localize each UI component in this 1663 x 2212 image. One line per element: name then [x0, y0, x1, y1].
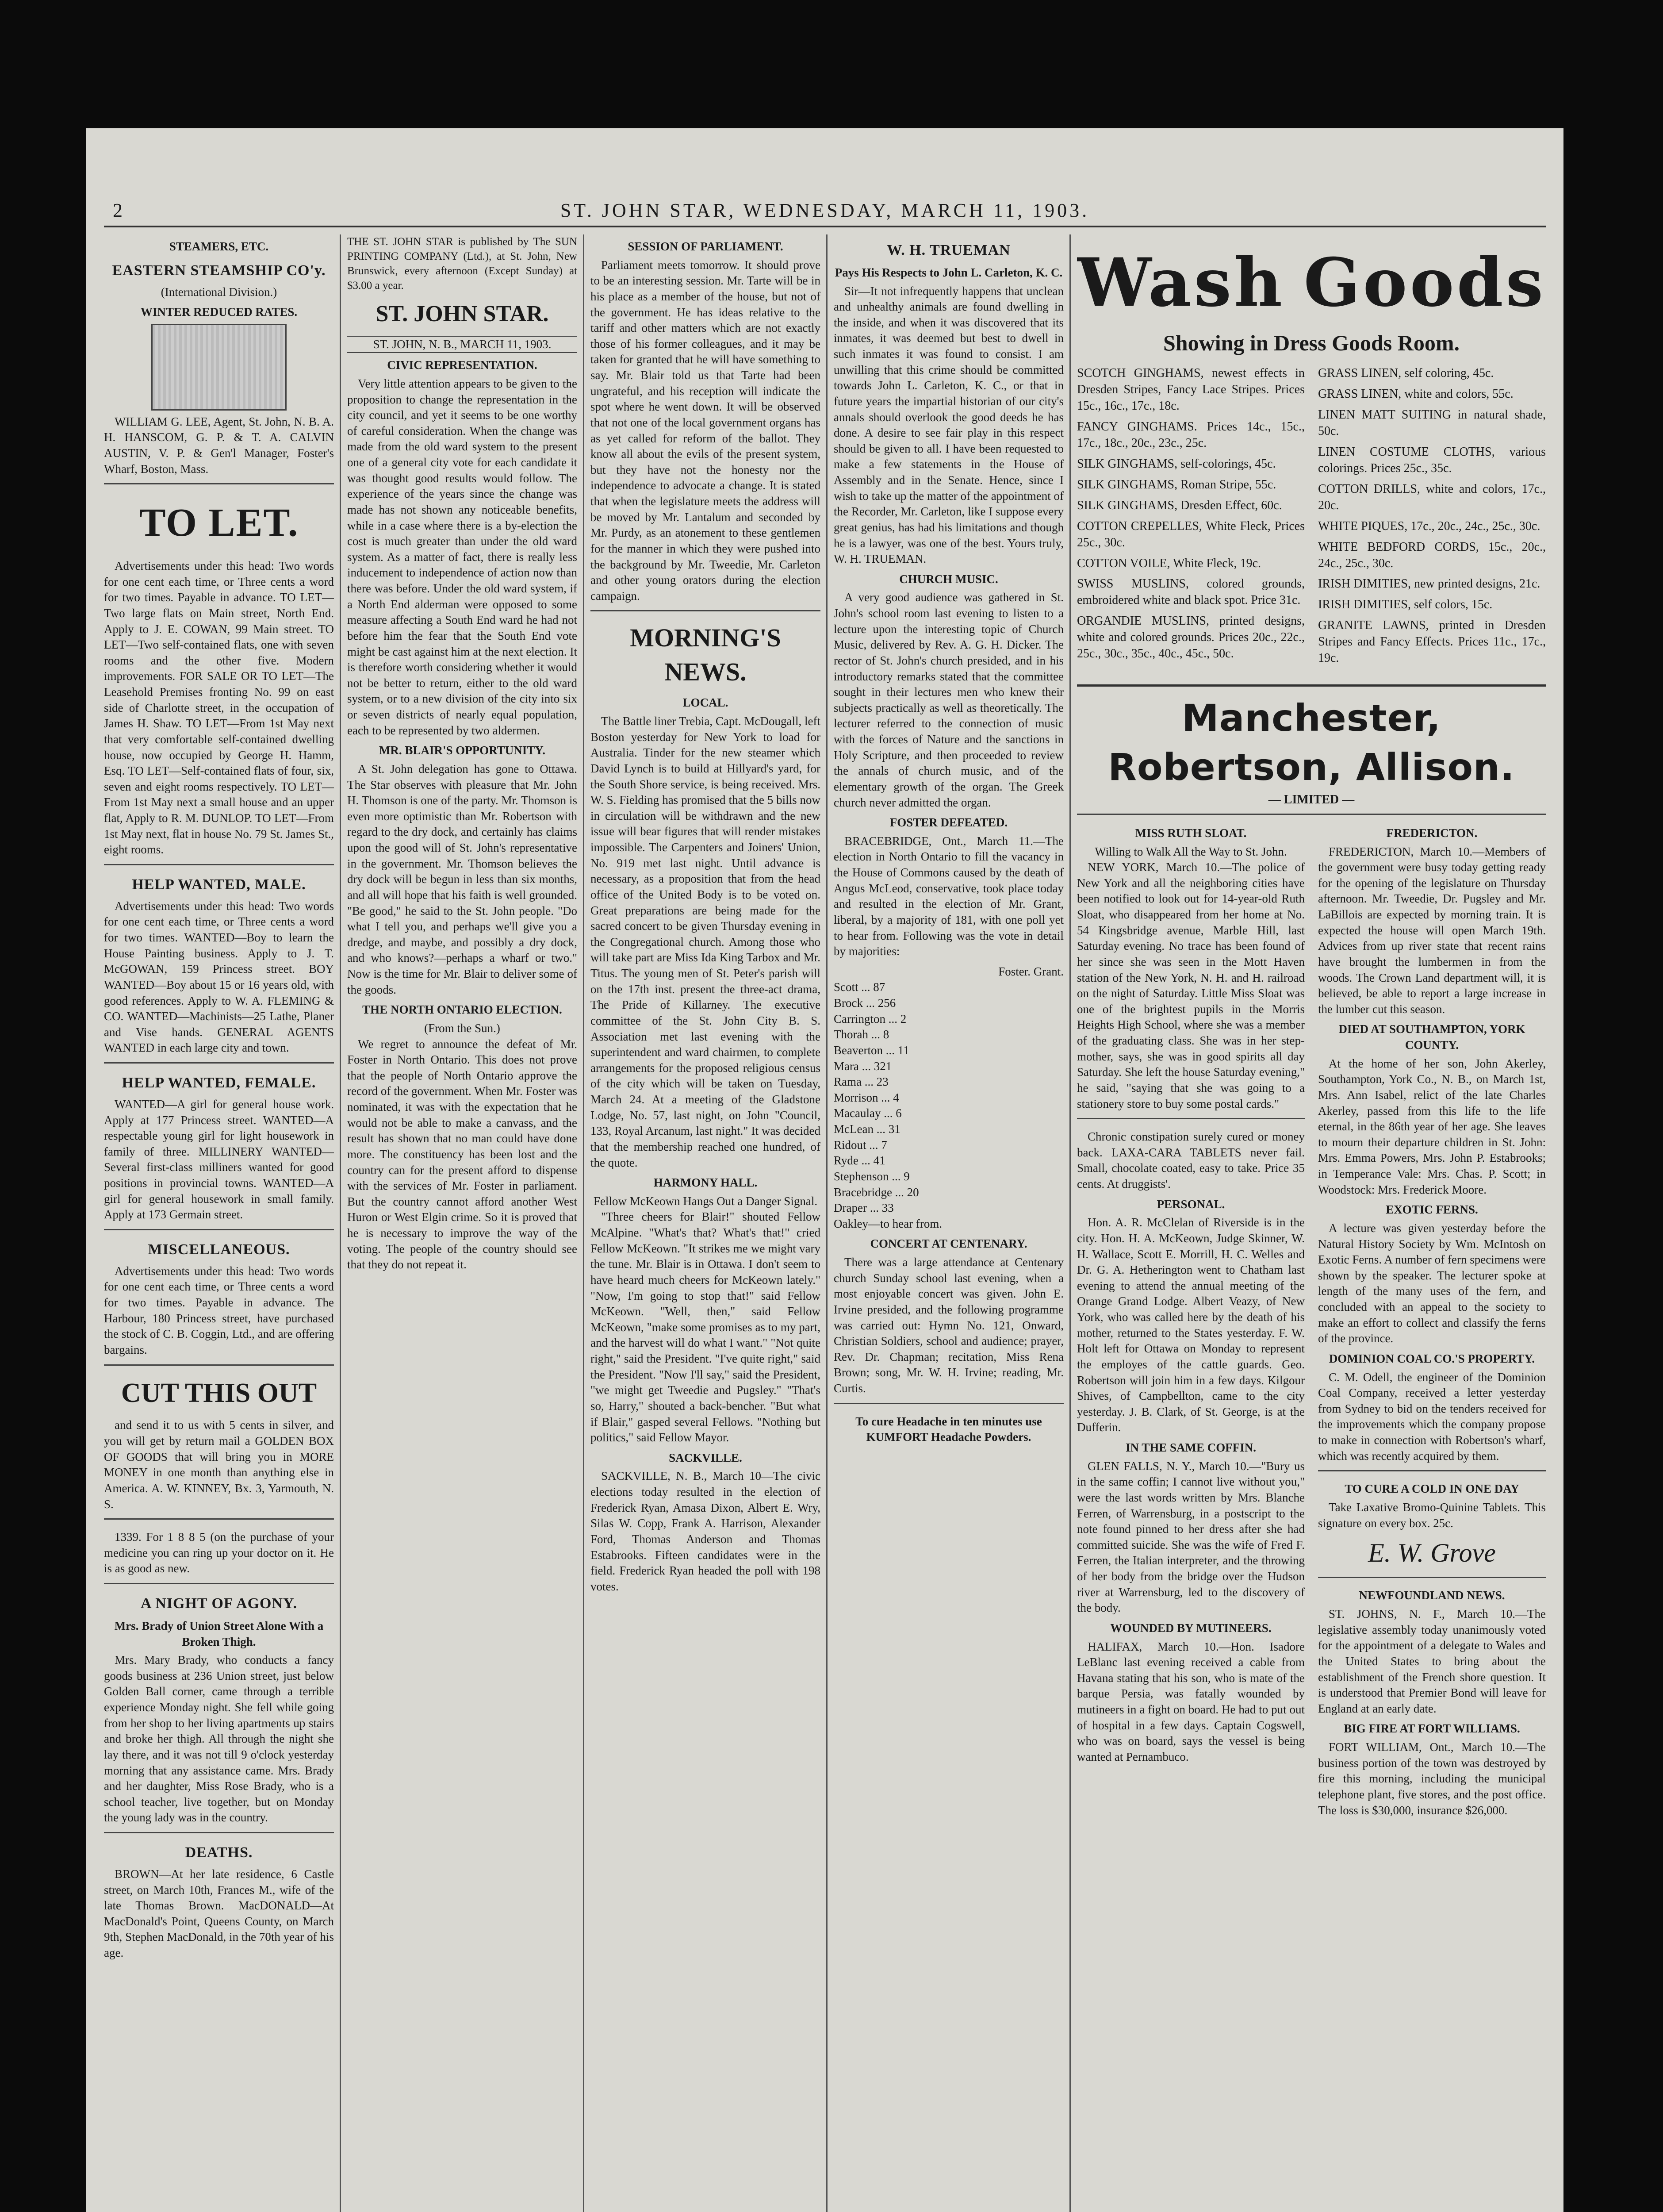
- coal-text: C. M. Odell, the engineer of the Dominion Coal Company, received a letter yesterday from Sydney to bid on the tenders received for the improvements which the company propose to make in connection with Robertson's wharf, which was recently acquired by them.: [1318, 1370, 1546, 1463]
- goods-item: SCOTCH GINGHAMS, newest effects in Dresden Stripes, Fancy Lace Stripes. Prices 15c., 16c., 17c., 18c.: [1077, 366, 1305, 413]
- goods-item: LINEN MATT SUITING in natural shade, 50c.: [1318, 407, 1546, 438]
- goods-item: COTTON VOILE, White Fleck, 19c.: [1077, 556, 1261, 570]
- vote-row: Macaulay ... 6: [834, 1106, 902, 1120]
- goods-item: SWISS MUSLINS, colored grounds, embroidered white and black spot. Price 31c.: [1077, 577, 1305, 607]
- deaths-text: BROWN—At her late residence, 6 Castle street, on March 10th, Frances M., wife of the late Thomas Brown. MacDONALD—At MacDonald's Point, Queens County, on March 9th, Stephen MacDonald, in the 70th year of his age.: [104, 1867, 334, 1959]
- goods-item: COTTON CREPELLES, White Fleck, Prices 25c., 30c.: [1077, 519, 1305, 549]
- goods-item: GRANITE LAWNS, printed in Dresden Stripes and Fancy Effects. Prices 11c., 17c., 19c.: [1318, 618, 1546, 665]
- harmony-hall-heading: HARMONY HALL.: [653, 1176, 758, 1190]
- exotic-ferns-heading: EXOTIC FERNS.: [1386, 1203, 1478, 1217]
- newfoundland-text: ST. JOHNS, N. F., March 10.—The legislative assembly today unanimously voted for the appointment of a delegate to Wales and the United States to bring about the establishment of the French shore question. It is understood that Premier Bond will leave for England at an early date.: [1318, 1607, 1546, 1715]
- north-ontario-source: (From the Sun.): [424, 1021, 500, 1035]
- wash-word: Wash: [1077, 244, 1285, 322]
- vote-row: Scott ... 87: [834, 980, 885, 994]
- publication-note: THE ST. JOHN STAR is published by The SUN PRINTING COMPANY (Ltd.), at St. John, New Brunswick, every afternoon (Except Sunday) at $3.00 a year.: [347, 236, 577, 292]
- vote-row: Mara ... 321: [834, 1059, 892, 1073]
- session-text: Parliament meets tomorrow. It should prove to be an interesting session. Mr. Tarte will be in his place as a member of the house, but not of the government. He has ideas relative to the tariff and other matters which are not exactly those of his former colleagues, and it may be taken for granted that he will have something to say. Mr. Blair told us that Tarte had been ungrateful, and his reception will indicate the spot where he went down. It will be observed that not one of the local government organs has as yet called for reform of the ballot. They know all about the evils of the present system, but they have not the honesty nor the independence to advocate a change. It is stated that when the legislature meets the address will be moved by Mr. Lantalum and seconded by Mr. Purdy, as an atonement to these gentlemen for the manner in which they were pushed into the background by Mr. Tweedie, Mr. Carleton and other young orators during the election campaign.: [590, 258, 820, 603]
- lower-news-columns: [1077, 821, 1546, 1823]
- eastern-agents: WILLIAM G. LEE, Agent, St. John, N. B. A. H. HANSCOM, G. P. & T. A. CALVIN AUSTIN, V. P. & Gen'l Manager, Foster's Wharf, Boston, Mass.: [104, 415, 334, 476]
- fire-heading: BIG FIRE AT FORT WILLIAMS.: [1344, 1722, 1520, 1736]
- newfoundland-heading: NEWFOUNDLAND NEWS.: [1359, 1589, 1505, 1602]
- vote-row: Oakley—to hear from.: [834, 1217, 943, 1230]
- died-text: At the home of her son, John Akerley, Southampton, York Co., N. B., on March 1st, Mrs. Ann Isabel, relict of the late Charles Akerley, passed from this life to the life eternal, in the 86th year of her age. She leaves to mourn their departure children in St. John: Mrs. Emma Powers, Mrs. John P. Estabrooks; in Temperance Vale: Mrs. Chas. P. Scott; in Woodstock: Mrs. Frederick Moore.: [1318, 1056, 1546, 1196]
- personal-heading: PERSONAL.: [1157, 1197, 1225, 1211]
- newspaper-page: [86, 128, 1563, 2212]
- vote-row: Carrington ... 2: [834, 1012, 907, 1025]
- mutineers-heading: WOUNDED BY MUTINEERS.: [1110, 1621, 1272, 1635]
- sloat-subheading: Willing to Walk All the Way to St. John.: [1095, 845, 1287, 858]
- civic-text: Very little attention appears to be given to the proposition to change the representation in the city council, and yet it seems to be one worthy of careful consideration. When the change was made from the old ward system to the present one of a general city vote for each candidate it was thought good results would follow. The experience of the years since the change was made has not shown any noticeable benefits, while in a case where there is a by-election the cost is much greater than under the old ward system. As a matter of fact, there is really less inducement to independence of action now than there was before. Under the old ward system, if a North End alderman were opposed to some measure affecting a South End ward he had not before him the fear that the South End vote might be cast against him at the next election. It is therefore worth considering whether it would not be better to return, either to the old ward system, or to a new division of the city into six or seven districts of nearly equal population, each to be represented by two aldermen.: [347, 376, 577, 737]
- vote-row: Bracebridge ... 20: [834, 1185, 919, 1199]
- exotic-ferns-text: A lecture was given yesterday before the Natural History Society by Wm. McIntosh on Exotic Ferns. A number of fern specimens were shown by the speaker. The lecturer spoke at length of the many uses of the fern, and concluded with an appeal to the society to make an effort to collect and classify the ferns of the province.: [1318, 1221, 1546, 1345]
- same-coffin-text: GLEN FALLS, N. Y., March 10.—"Bury us in the same coffin; I cannot live without you," were the last words written by Mrs. Blanche Ferren, of Warrensburg, in a postscript to the note found pinned to her dress after she had committed suicide. She was the wife of Fred F. Ferren, the Italian interpreter, and the throwing of her body from the bridge over the Hudson river at Warrensburg, led to the discovery of the body.: [1077, 1459, 1305, 1615]
- sackville-text: SACKVILLE, N. B., March 10—The civic elections today resulted in the election of Frederick Ryan, Amasa Dixon, Albert E. Wry, Silas W. Copp, Frank A. Harrison, Alexander Ford, Thomas Anderson and Thomas Estabrooks. Fifteen candidates were in the field. Frederick Ryan headed the poll with 198 votes.: [590, 1469, 820, 1593]
- column-rule: [583, 234, 584, 2212]
- north-ontario-text: We regret to announce the defeat of Mr. Foster in North Ontario. This does not prove that the people of North Ontario approve the record of the government. When Mr. Foster was nominated, it was with the expectation that he would not be able to make a canvass, and the result has shown that no man could have done more. The constituency has been lost and the country can for the present afford to dispense with the services of Mr. Foster in parliament. But the country cannot afford another West Huron or West Elgin crime. So it is proved that he is necessary to improve the way of the voting. The people of the country should see that they do not repeat it.: [347, 1037, 577, 1271]
- sackville-heading: SACKVILLE.: [669, 1451, 742, 1464]
- goods-right-column: [1318, 365, 1546, 671]
- sloat-heading: MISS RUTH SLOAT.: [1135, 826, 1247, 840]
- goods-item: GRASS LINEN, self coloring, 45c.: [1318, 366, 1494, 380]
- civic-heading: CIVIC REPRESENTATION.: [387, 358, 537, 372]
- dateline: ST. JOHN, N. B., MARCH 11, 1903.: [347, 336, 577, 353]
- north-ontario-heading: THE NORTH ONTARIO ELECTION.: [362, 1003, 562, 1017]
- wash-goods-heading: [1077, 239, 1546, 326]
- goods-item: FANCY GINGHAMS. Prices 14c., 15c., 17c., 18c., 20c., 23c., 25c.: [1077, 419, 1305, 450]
- column-3: [590, 234, 820, 2212]
- vote-table: [834, 979, 1064, 1232]
- deaths-heading: DEATHS.: [185, 1844, 253, 1861]
- column-2: [347, 234, 577, 2212]
- help-male-text: Advertisements under this head: Two words for one cent each time, or Three cents a word for two times. WANTED—Boy to learn the House Painting business. Apply to J. T. McGOWAN, 159 Princess street. BOY WANTED—Boy about 15 or 16 years old, with good references. Apply to W. A. FLEMING & CO. WANTED—Machinists—25 Lathe, Planer and Vise hands. GENERAL AGENTS WANTED in each large city and town.: [104, 899, 334, 1055]
- winter-rates-heading: WINTER REDUCED RATES.: [140, 305, 298, 319]
- goods-item: COTTON DRILLS, white and colors, 17c., 20c.: [1318, 482, 1546, 512]
- foster-defeated-heading: FOSTER DEFEATED.: [889, 816, 1008, 830]
- personal-text: Hon. A. R. McClelan of Riverside is in the city. Hon. H. A. McKeown, Judge Skinner, W. H. Wallace, Scott E. Morrill, H. C. Welles and Dr. G. A. Hetherington went to Chatham last evening to attend the annual meeting of the Orange Grand Lodge. Albert Veazy, of New York, who was called here by the death of his mother, returned to the States yesterday. F. W. Holt left for Ottawa on Monday to represent the employes of the cattle guards. Geo. Robertson will join him in a few days. Kilgour Shives, of Campbellton, came to the city yesterday. J. B. Clark, of St. George, is at the Dufferin.: [1077, 1216, 1305, 1434]
- misc-heading: MISCELLANEOUS.: [148, 1241, 290, 1258]
- vote-row: Beaverton ... 11: [834, 1043, 909, 1057]
- showing-subheading: Showing in Dress Goods Room.: [1163, 330, 1460, 355]
- vote-row: Draper ... 33: [834, 1201, 894, 1215]
- vote-row: Brock ... 256: [834, 996, 896, 1010]
- harmony-hall-text: "Three cheers for Blair!" shouted Fellow McAlpine. "What's that? What's that!" cried Fellow McKeown. "It strikes me we might vary the tune. Mr. Blair is in Ottawa. I don't seem to have heard much cheers for McKeown lately." "Now, I'm going to stop that!" said Fellow McKeown. "Well, then," said Fellow McKeown, "make some promises as to my part, and the harvest will do what I want." "Not quite right," said the President. "I've quite right," said the President. "Now I'll say," said the President, "we might get Tweedie and Pugsley." "That's so, Harry," shouted a back-bencher. "But what if Blair," gasped several Fellows. "Nothing but politics," said Fellow Mayor.: [590, 1210, 820, 1444]
- concert-heading: CONCERT AT CENTENARY.: [870, 1237, 1027, 1251]
- laxa-cara-ad: Chronic constipation surely cured or money back. LAXA-CARA TABLETS never fail. Small, chocolate coated, easy to take. Price 35 cents. At druggists'.: [1077, 1130, 1305, 1191]
- eastern-subheading: (International Division.): [161, 285, 277, 299]
- masthead-title: ST. JOHN STAR, WEDNESDAY, MARCH 11, 1903.: [560, 200, 1090, 221]
- local-text: The Battle liner Trebia, Capt. McDougall, left Boston yesterday for New York to load for Australia. Tinder for the new steamer which David Lynch is to build at Hillyard's yard, for the South Shore service, is being received. Mrs. W. S. Fielding has promised that the 5 bills now in circulation will be withdrawn and the new issue will bear figures that will render mistakes impossible. The Carpenters and Joiners' Union, No. 919 met last night. Until advance is necessary, as a proposition that from the head office of the United Body is to be voted on. Great preparations are being made for the sacred concert to be given Thursday evening in the Congregational church. Among those who will take part are Miss Ida King Tarbox and Mr. Titus. The young men of St. Peter's parish will on the 17th inst. present the three-act drama, The Pride of Killarney. The executive committee of the St. John City B. S. Association met last evening with the superintendent and ward chairmen, to complete arrangements for the proposed religious census of the city which will be taken on Tuesday, March 24. At a meeting of the Gladstone Lodge, No. 57, last night, on John "Council, 133, Royal Arcanum, last night." It was decided that the membership reached one hundred, of the quote.: [590, 714, 820, 1169]
- vote-row: Morrison ... 4: [834, 1091, 899, 1104]
- goods-item: LINEN COSTUME CLOTHS, various colorings. Prices 25c., 35c.: [1318, 445, 1546, 475]
- to-let-text: Advertisements under this head: Two words for one cent each time, or Three cents a word for two times. Payable in advance. TO LET—Two large flats on Main street, North End. Apply to J. E. COWAN, 99 Main street. TO LET—Two self-contained flats, one with seven rooms and the other five. Modern improvements. FOR SALE OR TO LET—The Leasehold Premises fronting No. 99 on east side of Charlotte street, in the occupation of James H. Shaw. TO LET—From 1st May next that very comfortable self-contained dwelling house, now occupied by George H. Hamm, Esq. TO LET—Self-contained flats of four, six, seven and eight rooms respectively. TO LET—From 1st May next a small house and an upper flat, Apply to R. M. DUNLOP. TO LET—From 1st May next, flat in house No. 79 St. James St., eight rooms.: [104, 559, 334, 856]
- foster-defeated-text: BRACEBRIDGE, Ont., March 11.—The election in North Ontario to fill the vacancy in the House of Commons caused by the death of Angus McLeod, conservative, took place today and resulted in the election of Mr. Grant, liberal, by a majority of 181, with one poll yet to hear from. Following was the vote in detail by majorities:: [834, 834, 1064, 958]
- blair-text: A St. John delegation has gone to Ottawa. The Star observes with pleasure that Mr. John H. Thomson is one of the party. Mr. Thomson is even more optimistic than Mr. Robertson with regard to the dry dock, and certainly has claims upon the good will of St. John's representative in the government. Mr. Thomson believes the dry dock will be begun in less than six months, and all will hope that his faith is well grounded. "Be good," he said to the St. John people. "Do what I tell you, and perhaps we'll give you a dredge, and maybe, and possibly a dry dock, and who knows?—perhaps a wharf or two." Now is the time for Mr. Blair to deliver some of the goods.: [347, 762, 577, 996]
- store-limited: — LIMITED —: [1077, 792, 1546, 815]
- column-rule: [826, 234, 828, 2212]
- signature: E. W. Grove: [1368, 1538, 1496, 1568]
- goods-item: SILK GINGHAMS, self-colorings, 45c.: [1077, 457, 1276, 471]
- vote-row: Ryde ... 41: [834, 1154, 885, 1167]
- fredericton-text: FREDERICTON, March 10.—Members of the government were busy today getting ready for the opening of the legislature on Thursday afternoon. Mr. Tweedie, Dr. Pugsley and Mr. LaBillois are expected by morning train. It is expected the house will open March 19th. Advices from up river state that recent rains have brought the lumbermen in from the woods. The Crown Land department will, it is believed, be able to report a large increase in the lumber cut this season.: [1318, 845, 1546, 1016]
- vote-row: Ridout ... 7: [834, 1138, 887, 1152]
- store-name: Manchester, Robertson, Allison.: [1077, 684, 1546, 792]
- page-number: 2: [113, 200, 125, 221]
- column-1: [104, 234, 334, 2212]
- local-heading: LOCAL.: [682, 696, 728, 710]
- same-coffin-heading: IN THE SAME COFFIN.: [1125, 1441, 1257, 1455]
- cut-this-out-text: and send it to us with 5 cents in silver, and you will get by return mail a GOLDEN BOX OF GOODS that will bring you in MORE MONEY in one month than anything else in America. A. W. KINNEY, Bx. 3, Yarmouth, N. S.: [104, 1418, 334, 1511]
- masthead: [104, 199, 1546, 227]
- trueman-subheading: Pays His Respects to John L. Carleton, K. C.: [835, 265, 1063, 279]
- church-music-heading: CHURCH MUSIC.: [899, 572, 998, 586]
- to-let-heading: TO LET.: [139, 501, 299, 545]
- goods-item: WHITE PIQUES, 17c., 20c., 24c., 25c., 30c.: [1318, 519, 1540, 533]
- ring-text: 1339. For 1 8 8 5 (on the purchase of your medicine you can ring up your doctor on it. He is as good as new.: [104, 1530, 334, 1575]
- vote-row: Rama ... 23: [834, 1075, 889, 1089]
- column-rule: [340, 234, 341, 2212]
- lower-right-column: [1318, 821, 1546, 1823]
- cure-cold-heading: TO CURE A COLD IN ONE DAY: [1345, 1482, 1519, 1496]
- lower-left-column: [1077, 821, 1305, 1823]
- eastern-steamship-heading: EASTERN STEAMSHIP CO'y.: [112, 262, 326, 279]
- goods-item: ORGANDIE MUSLINS, printed designs, white and colored grounds. Prices 20c., 22c., 25c., 30c., 35c., 40c., 45c., 50c.: [1077, 614, 1305, 661]
- trueman-text: Sir—It not infrequently happens that unclean and unhealthy animals are found dwelling in the inside, and when it was discovered that its inmates, it was deemed but best to dwell in such inmates it was found to consist. I am unwilling that this crime should be committed towards John L. Carleton, K. C., or that in future years the impartial historian of our city's annals should overlook the good deeds he has done. A desire to see fair play in this respect should be given to all. I have been requested to make a few statements in the House of Assembly and in the Senate. Hence, since I wish to take up the matter of the appointment of the Recorder, Mr. Carleton, like I suppose every great genius, has had his limitations and though he is a lawyer, was one of the best. Yours truly, W. H. TRUEMAN.: [834, 284, 1064, 566]
- goods-list: [1077, 365, 1546, 671]
- died-heading: DIED AT SOUTHAMPTON, YORK COUNTY.: [1338, 1022, 1525, 1052]
- session-heading: SESSION OF PARLIAMENT.: [628, 240, 783, 253]
- column-4: [834, 234, 1064, 2212]
- fredericton-heading: FREDERICTON.: [1386, 826, 1478, 840]
- vote-row: Stephenson ... 9: [834, 1169, 910, 1183]
- vote-table-header: Foster. Grant.: [998, 964, 1064, 978]
- goods-word: Goods: [1303, 244, 1546, 322]
- goods-left-column: [1077, 365, 1305, 671]
- night-of-agony-subheading: Mrs. Brady of Union Street Alone With a Broken Thigh.: [114, 1619, 324, 1648]
- mornings-news-heading: MORNING'S NEWS.: [630, 623, 781, 686]
- steamers-heading: STEAMERS, ETC.: [169, 240, 269, 253]
- trueman-heading: W. H. TRUEMAN: [887, 242, 1011, 258]
- mutineers-text: HALIFAX, March 10.—Hon. Isadore LeBlanc last evening received a cable from Havana stating that his son, who is mate of the barque Persia, was fatally wounded by mutineers in a fight on board. He had to put out of hospital in a few days. Captain Cogswell, who was on board, says the vessel is being wanted at Pernambuco.: [1077, 1640, 1305, 1763]
- goods-item: IRISH DIMITIES, new printed designs, 21c.: [1318, 577, 1540, 591]
- sloat-text: NEW YORK, March 10.—The police of New York and all the neighboring cities have been notified to look out for 14-year-old Ruth Sloat, who disappeared from her home at No. 54 Kingsbridge avenue, Marble Hill, last Saturday evening. No trace has been found of her since she was seen in the Mott Haven station of the New York, N. H. and H. railroad on the night of Saturday. Little Miss Sloat was one of the brightest pupils in the Morris Heights High School, where she was a member of the graduating class. She was in her step-mother, says, she was in good spirits all day Saturday. She left the house Saturday evening," he said, "saying that she was going to a stationery store to buy some postal cards.": [1077, 860, 1305, 1110]
- night-of-agony-text: Mrs. Mary Brady, who conducts a fancy goods business at 236 Union street, just below Golden Ball corner, came through a terrible experience Monday night. She fell while going from her shop to her living apartments up stairs and broke her thigh. All through the night she lay there, and it was not till 9 o'clock yesterday morning that any assistance came. Mrs. Brady and her daughter, Miss Rose Brady, who is a school teacher, live together, but on Monday the young lady was in the country.: [104, 1653, 334, 1824]
- concert-text: There was a large attendance at Centenary church Sunday school last evening, when a most enjoyable concert was given. John E. Irvine presided, and the following programme was carried out: Hymn No. 121, Onward, Christian Soldiers, school and audience; prayer, Rev. Dr. Chapman; recitation, Miss Rena Brown; song, Mr. W. H. Irvine; reading, Mr. Curtis.: [834, 1256, 1064, 1395]
- goods-item: GRASS LINEN, white and colors, 55c.: [1318, 387, 1514, 401]
- help-female-heading: HELP WANTED, FEMALE.: [122, 1075, 316, 1091]
- help-male-heading: HELP WANTED, MALE.: [132, 876, 306, 893]
- goods-item: IRISH DIMITIES, self colors, 15c.: [1318, 598, 1493, 612]
- help-female-text: WANTED—A girl for general house work. Apply at 177 Princess street. WANTED—A respectable young girl for light housework in family of three. MILLINERY WANTED—Several first-class milliners wanted for good positions in provincial towns. WANTED—A girl for general housework in small family. Apply at 173 Germain street.: [104, 1097, 334, 1221]
- goods-item: SILK GINGHAMS, Roman Stripe, 55c.: [1077, 477, 1276, 492]
- kumfort-ad: To cure Headache in ten minutes use KUMFORT Headache Powders.: [855, 1414, 1042, 1444]
- paper-name: ST. JOHN STAR.: [376, 301, 549, 326]
- cure-cold-text: Take Laxative Bromo-Quinine Tablets. This signature on every box. 25c.: [1318, 1500, 1546, 1530]
- night-of-agony-heading: A NIGHT OF AGONY.: [141, 1595, 297, 1612]
- column-rule: [1069, 234, 1071, 2212]
- harmony-hall-subheading: Fellow McKeown Hangs Out a Danger Signal.: [593, 1194, 818, 1208]
- cut-this-out-heading: CUT THIS OUT: [121, 1378, 317, 1408]
- fire-text: FORT WILLIAM, Ont., March 10.—The business portion of the town was destroyed by fire this morning, including the municipal telephone plant, five stores, and the post office. The loss is $30,000, insurance $26,000.: [1318, 1740, 1546, 1817]
- column-5: [1077, 234, 1546, 2212]
- vote-row: Thorah ... 8: [834, 1028, 889, 1041]
- goods-item: WHITE BEDFORD CORDS, 15c., 20c., 24c., 25c., 30c.: [1318, 540, 1546, 570]
- misc-text: Advertisements under this head: Two words for one cent each time, or Three cents a word for two times. Payable in advance. The Harbour, 180 Princess street, have purchased the stock of C. B. Coggin, Ltd., and are offering bargains.: [104, 1264, 334, 1356]
- goods-item: SILK GINGHAMS, Dresden Effect, 60c.: [1077, 498, 1282, 512]
- vote-row: McLean ... 31: [834, 1122, 900, 1136]
- church-music-text: A very good audience was gathered in St. John's school room last evening to listen to a lecture upon the interesting topic of Church Music, delivered by Rev. A. G. H. Dicker. The rector of St. John's church presided, and in his introductory remarks stated that the committee sought in their lectures men who knew their subjects practically as well as theoretically. The lecturer referred to the connection of music with the forces of Nature and the sanctions in Holy Scripture, and then proceeded to review the annals of church music, and of the elementary growth of the organ. The Greek church never admitted the organ.: [834, 591, 1064, 809]
- steamship-illustration: [151, 324, 287, 411]
- coal-heading: DOMINION COAL CO.'S PROPERTY.: [1329, 1352, 1535, 1365]
- blair-heading: MR. BLAIR'S OPPORTUNITY.: [379, 744, 546, 757]
